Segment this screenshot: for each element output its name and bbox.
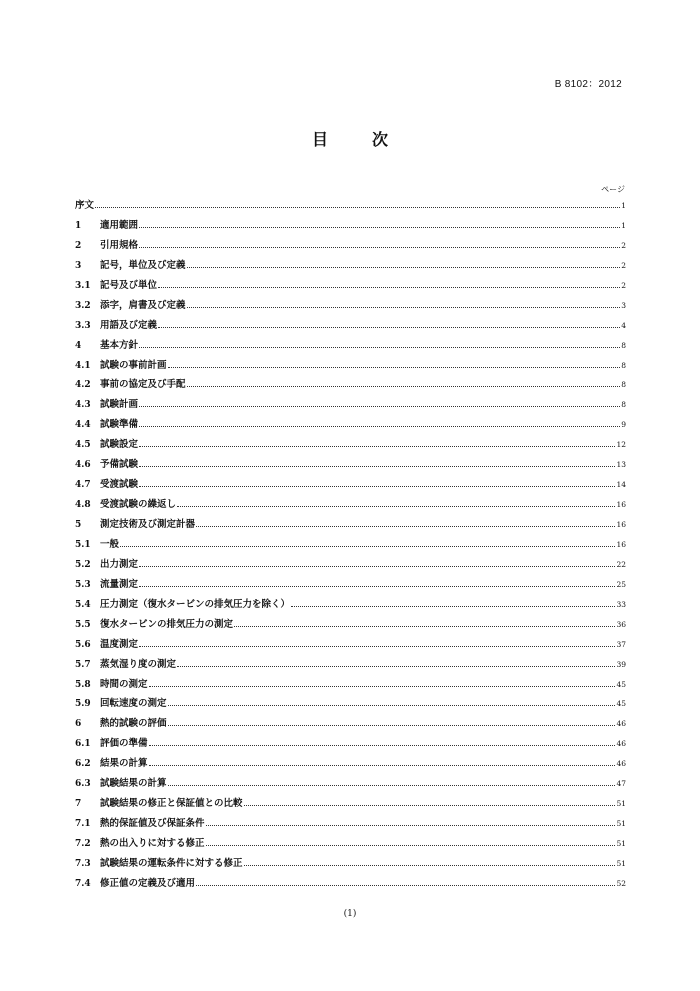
toc-entry-title: 時間の測定 xyxy=(100,678,148,690)
toc-leader-dots xyxy=(168,367,621,368)
toc-entry-number: 7.2 xyxy=(75,839,91,849)
toc-entry-page: 22 xyxy=(616,559,626,569)
toc-entry[interactable] xyxy=(75,197,626,217)
toc-entry-number: 5.4 xyxy=(75,599,91,610)
toc-entry-title: 事前の協定及び手配 xyxy=(100,379,186,391)
toc-entry-number: 7.1 xyxy=(75,819,91,830)
toc-leader-dots xyxy=(158,327,620,328)
toc-entry-title: 適用範囲 xyxy=(100,219,139,231)
toc-leader-dots xyxy=(139,406,620,407)
toc-entry-title: 熱的試験の評価 xyxy=(100,718,167,730)
toc-entry-page: 51 xyxy=(616,799,626,809)
toc-entry-title: 修正値の定義及び適用 xyxy=(100,877,196,889)
toc-entry-page: 46 xyxy=(616,739,626,749)
toc-entry-page: 2 xyxy=(621,260,626,270)
toc-entry-page: 3 xyxy=(621,300,626,310)
toc-entry[interactable] xyxy=(75,715,626,735)
toc-entry-page: 8 xyxy=(621,340,626,350)
toc-entry-page: 1 xyxy=(621,220,626,230)
toc-entry-title: 用語及び定義 xyxy=(100,319,158,331)
toc-entry-number: 5 xyxy=(75,520,82,530)
toc-leader-dots xyxy=(139,347,620,348)
toc-entry-number: 4 xyxy=(75,340,82,351)
toc-leader-dots xyxy=(139,566,615,567)
toc-entry[interactable] xyxy=(75,755,626,775)
toc-entry-number: 3.3 xyxy=(75,320,91,331)
toc-entry[interactable] xyxy=(75,237,626,257)
toc-entry-page: 37 xyxy=(616,639,626,649)
toc-entry-title: 記号及び単位 xyxy=(100,279,158,291)
toc-leader-dots xyxy=(206,825,616,826)
toc-leader-dots xyxy=(291,606,615,607)
table-of-contents xyxy=(75,197,626,895)
toc-leader-dots xyxy=(187,267,621,268)
toc-entry[interactable] xyxy=(75,436,626,456)
toc-entry-page: 12 xyxy=(616,440,626,450)
toc-entry[interactable] xyxy=(75,636,626,656)
toc-entry-page: 4 xyxy=(621,320,626,330)
toc-entry[interactable] xyxy=(75,317,626,337)
toc-leader-dots xyxy=(139,247,620,248)
toc-leader-dots xyxy=(168,725,616,726)
toc-entry-page: 2 xyxy=(621,280,626,290)
toc-entry-number: 4.7 xyxy=(75,480,91,491)
toc-entry[interactable] xyxy=(75,835,626,855)
toc-entry-page: 16 xyxy=(616,520,626,529)
toc-entry-number: 4.6 xyxy=(75,460,91,471)
toc-entry[interactable] xyxy=(75,815,626,835)
toc-entry-page: 51 xyxy=(616,858,626,868)
toc-entry-page: 16 xyxy=(616,500,626,510)
toc-leader-dots xyxy=(158,287,620,288)
toc-entry[interactable] xyxy=(75,476,626,496)
toc-entry-page: 51 xyxy=(616,819,626,829)
toc-entry[interactable] xyxy=(75,735,626,755)
toc-entry-page: 47 xyxy=(616,779,626,789)
toc-entry-page: 8 xyxy=(621,360,626,370)
toc-entry-number: 5.1 xyxy=(75,539,91,550)
toc-entry-number: 2 xyxy=(75,240,82,251)
toc-entry[interactable] xyxy=(75,795,626,815)
toc-entry[interactable] xyxy=(75,775,626,795)
toc-leader-dots xyxy=(95,207,620,208)
toc-leader-dots xyxy=(206,845,616,846)
toc-entry-title: 受渡試験 xyxy=(100,479,139,491)
toc-entry-number: 5.9 xyxy=(75,699,91,710)
toc-entry[interactable] xyxy=(75,516,626,536)
toc-leader-dots xyxy=(149,686,616,687)
toc-entry-page: 39 xyxy=(616,659,626,669)
toc-leader-dots xyxy=(149,745,616,746)
toc-entry-title: 試験設定 xyxy=(100,439,139,451)
toc-entry-title: 復水タービンの排気圧力の測定 xyxy=(100,618,234,630)
toc-entry-page: 13 xyxy=(616,460,626,470)
toc-entry[interactable] xyxy=(75,576,626,596)
page-column-label: ページ xyxy=(601,185,625,194)
toc-entry-number: 5.5 xyxy=(75,619,91,630)
toc-entry-title: 測定技術及び測定計器 xyxy=(100,519,196,530)
toc-leader-dots xyxy=(139,426,620,427)
toc-leader-dots xyxy=(149,765,616,766)
toc-entry-number: 6.3 xyxy=(75,779,91,790)
toc-entry[interactable] xyxy=(75,357,626,377)
toc-entry-number: 4.8 xyxy=(75,500,91,511)
toc-entry-page: 52 xyxy=(616,878,626,888)
toc-entry-number: 3 xyxy=(75,260,82,271)
toc-entry-title: 予備試験 xyxy=(100,459,139,471)
toc-entry-number: 4.4 xyxy=(75,420,91,431)
toc-entry-number: 3.2 xyxy=(75,300,91,311)
toc-entry-title: 試験計画 xyxy=(100,399,139,411)
toc-entry-title: 回転速度の測定 xyxy=(100,698,167,710)
toc-entry[interactable] xyxy=(75,875,626,895)
toc-entry-number: 7.3 xyxy=(75,858,91,869)
toc-entry-title: 試験結果の修正と保証値との比較 xyxy=(100,798,243,810)
toc-leader-dots xyxy=(168,785,616,786)
toc-entry-title: 基本方針 xyxy=(100,339,139,351)
toc-entry-title: 出力測定 xyxy=(100,558,139,570)
toc-entry[interactable] xyxy=(75,676,626,696)
toc-leader-dots xyxy=(244,865,616,866)
toc-entry-number: 4.1 xyxy=(75,360,91,371)
toc-entry-title: 蒸気湿り度の測定 xyxy=(100,658,177,670)
toc-entry-number: 5.6 xyxy=(75,639,91,650)
toc-entry[interactable] xyxy=(75,257,626,277)
toc-leader-dots xyxy=(139,446,615,447)
toc-entry[interactable] xyxy=(75,656,626,676)
toc-entry-title: 添字，肩書及び定義 xyxy=(100,299,186,311)
toc-entry-title: 熱の出入りに対する修正 xyxy=(100,838,205,849)
footer-page-number: (1) xyxy=(343,909,357,919)
toc-entry-title: 温度測定 xyxy=(100,638,139,650)
toc-entry-title: 一般 xyxy=(100,538,120,550)
toc-entry-title: 試験の事前計画 xyxy=(100,359,167,371)
toc-entry-page: 16 xyxy=(616,539,626,549)
toc-leader-dots xyxy=(139,486,615,487)
toc-leader-dots xyxy=(177,666,615,667)
toc-entry-page: 46 xyxy=(616,719,626,729)
toc-entry[interactable] xyxy=(75,616,626,636)
toc-entry-page: 8 xyxy=(621,380,626,390)
toc-entry[interactable] xyxy=(75,695,626,715)
toc-entry-page: 51 xyxy=(616,839,626,848)
toc-leader-dots xyxy=(234,626,615,627)
toc-entry-title: 流量測定 xyxy=(100,578,139,590)
toc-leader-dots xyxy=(187,307,621,308)
toc-entry-number: 6.1 xyxy=(75,739,91,750)
page-title: 目 次 xyxy=(311,130,402,149)
toc-entry-title: 試験準備 xyxy=(100,419,139,431)
toc-entry-title: 評価の準備 xyxy=(100,738,148,750)
toc-entry-number: 4.2 xyxy=(75,380,91,391)
toc-entry-number: 6 xyxy=(75,719,82,730)
toc-entry-title: 受渡試験の繰返し xyxy=(100,499,177,511)
toc-entry-title: 序文 xyxy=(75,200,95,211)
toc-entry-page: 25 xyxy=(616,579,626,589)
toc-entry-page: 1 xyxy=(621,201,626,210)
toc-entry-number: 7 xyxy=(75,799,82,810)
toc-entry[interactable] xyxy=(75,536,626,556)
toc-entry[interactable] xyxy=(75,337,626,357)
toc-entry-page: 9 xyxy=(621,420,626,430)
standard-code: B 8102：2012 xyxy=(554,79,622,90)
toc-entry-title: 引用規格 xyxy=(100,239,139,251)
toc-leader-dots xyxy=(139,466,615,467)
toc-entry[interactable] xyxy=(75,456,626,476)
toc-entry-title: 試験結果の運転条件に対する修正 xyxy=(100,857,243,869)
toc-entry-number: 5.2 xyxy=(75,559,91,570)
toc-leader-dots xyxy=(244,805,616,806)
toc-entry-number: 5.8 xyxy=(75,679,91,690)
toc-entry-title: 記号，単位及び定義 xyxy=(100,259,186,271)
toc-entry-page: 33 xyxy=(616,599,626,609)
toc-entry-page: 45 xyxy=(616,679,626,689)
toc-entry-title: 圧力測定（復水タービンの排気圧力を除く） xyxy=(100,598,291,610)
toc-entry-page: 45 xyxy=(616,699,626,709)
toc-entry[interactable] xyxy=(75,496,626,516)
toc-entry-page: 46 xyxy=(616,759,626,769)
toc-entry[interactable] xyxy=(75,376,626,396)
toc-entry-number: 5.7 xyxy=(75,659,91,670)
toc-entry[interactable] xyxy=(75,277,626,297)
toc-leader-dots xyxy=(139,646,615,647)
toc-entry-number: 4.3 xyxy=(75,400,91,411)
toc-leader-dots xyxy=(139,227,620,228)
toc-leader-dots xyxy=(196,885,615,886)
toc-entry-number: 6.2 xyxy=(75,759,91,770)
toc-entry-title: 熱的保証値及び保証条件 xyxy=(100,818,205,830)
toc-entry[interactable] xyxy=(75,217,626,237)
toc-entry[interactable] xyxy=(75,855,626,875)
toc-entry[interactable] xyxy=(75,596,626,616)
toc-entry-number: 7.4 xyxy=(75,878,91,889)
toc-entry-page: 2 xyxy=(621,240,626,250)
toc-leader-dots xyxy=(120,546,615,547)
toc-entry-title: 試験結果の計算 xyxy=(100,778,167,790)
toc-entry-page: 8 xyxy=(621,400,626,410)
toc-entry[interactable] xyxy=(75,297,626,317)
toc-entry-page: 14 xyxy=(616,480,626,490)
toc-entry-title: 結果の計算 xyxy=(100,758,148,770)
toc-leader-dots xyxy=(196,526,615,527)
toc-leader-dots xyxy=(139,586,615,587)
toc-entry[interactable] xyxy=(75,556,626,576)
toc-entry-number: 4.5 xyxy=(75,440,91,451)
toc-leader-dots xyxy=(168,705,616,706)
toc-entry-number: 1 xyxy=(75,220,82,231)
toc-leader-dots xyxy=(177,506,615,507)
toc-leader-dots xyxy=(187,386,621,387)
toc-entry-number: 3.1 xyxy=(75,280,91,291)
toc-entry-number: 5.3 xyxy=(75,579,91,590)
toc-entry[interactable] xyxy=(75,396,626,416)
toc-entry[interactable] xyxy=(75,416,626,436)
toc-entry-page: 36 xyxy=(616,619,626,629)
